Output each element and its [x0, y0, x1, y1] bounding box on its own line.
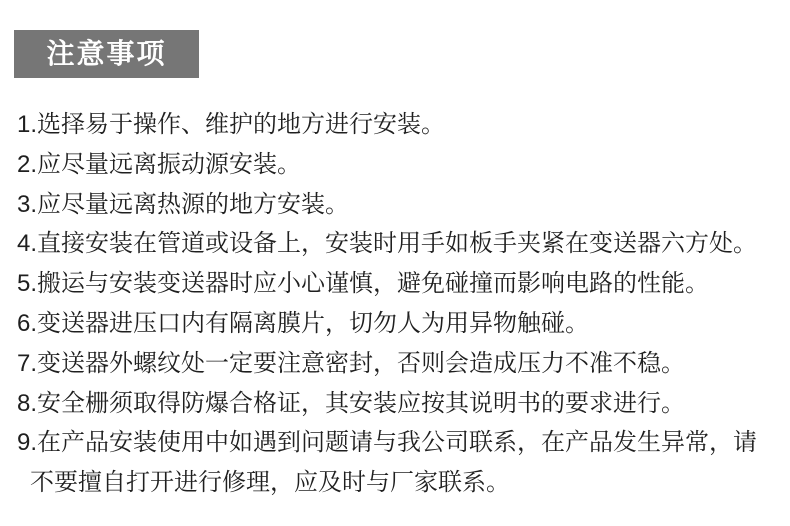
list-item-text: 选择易于操作、维护的地方进行安装。	[37, 111, 446, 138]
list-item	[17, 423, 770, 503]
notice-section-title: 注意事项	[46, 38, 167, 69]
list-item	[17, 224, 770, 264]
list-item-number: 5.	[17, 270, 38, 298]
notice-section-title-badge	[14, 30, 199, 78]
list-item	[17, 304, 770, 344]
list-item-text: 安全栅须取得防爆合格证，其安装应按其说明书的要求进行。	[37, 389, 686, 417]
list-item-text: 在产品安装使用中如遇到问题请与我公司联系，在产品发生异常，请不要擅自打开进行修理，应及时与厂家联系。	[30, 429, 758, 497]
list-item-number: 9.	[17, 429, 38, 457]
list-item-number: 7.	[17, 349, 38, 377]
list-item-text: 变送器进压口内有隔离膜片，切勿人为用异物触碰。	[37, 309, 590, 337]
list-item-text: 搬运与安装变送器时应小心谨慎，避免碰撞而影响电路的性能。	[37, 270, 710, 298]
list-item	[17, 264, 770, 304]
list-item-number: 8.	[17, 389, 38, 417]
list-item	[17, 185, 770, 225]
list-item-text: 应尽量远离热源的地方安装。	[37, 190, 350, 218]
list-item-number: 6.	[17, 309, 38, 337]
list-item	[17, 344, 770, 384]
list-item-text: 变送器外螺纹处一定要注意密封，否则会造成压力不准不稳。	[37, 349, 686, 377]
list-item	[17, 384, 770, 424]
list-item-number: 1.	[17, 111, 38, 138]
list-item-number: 4.	[17, 230, 38, 258]
precautions-list	[0, 105, 776, 503]
list-item-text: 应尽量远离振动源安装。	[37, 150, 302, 178]
list-item-number: 3.	[17, 190, 38, 218]
list-item-number: 2.	[17, 150, 38, 178]
list-item	[17, 105, 770, 145]
list-item-text: 直接安装在管道或设备上，安装时用手如板手夹紧在变送器六方处。	[37, 230, 758, 258]
list-item	[17, 145, 770, 185]
